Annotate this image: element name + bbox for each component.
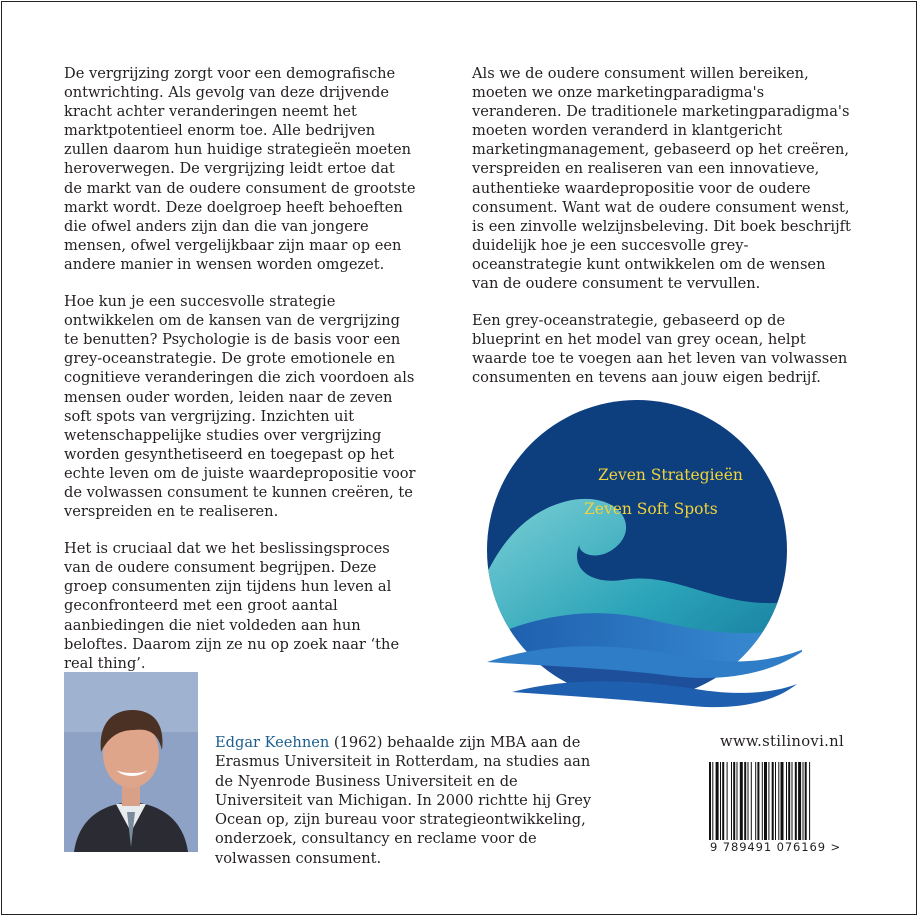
barcode-bar <box>748 762 749 840</box>
barcode-bar <box>781 762 784 840</box>
grey-ocean-logo <box>472 400 802 720</box>
barcode-bar <box>775 762 776 840</box>
barcode-bar <box>733 762 735 840</box>
barcode-bar <box>762 762 763 840</box>
left-text-column <box>64 64 416 691</box>
paragraph: Het is cruciaal dat we het beslissingsproces van de oudere consument begrijpen. Deze groep consumenten zijn tijdens hun leven al geconfronteerd met een groot aantal aanbiedingen die niet voldeden aan hun beloftes. Daarom zijn ze nu op zoek naar ‘the real thing’. <box>64 540 400 672</box>
barcode-bar <box>744 762 746 840</box>
barcode-bar <box>731 762 732 840</box>
barcode-bar <box>740 762 743 840</box>
tagline-soft-spots: Zeven Soft Spots <box>584 500 718 518</box>
barcode-bar <box>768 762 769 840</box>
barcode-bar <box>795 762 797 840</box>
barcode-bar <box>803 762 804 840</box>
barcode-bar <box>722 762 724 840</box>
barcode-bar <box>792 762 793 840</box>
paragraph: De vergrijzing zorgt voor een demografische ontwrichting. Als gevolg van deze drijvende kracht achter veranderingen neemt het marktpotentieel enorm toe. Alle bedrijven zullen daarom hun huidige strategieën moeten heroverwegen. De vergrijzing leidt ertoe dat de markt van de oudere consument de grootste markt wordt. Deze doelgroep heeft behoeften die ofwel anders zijn dan die van jongere mensen, ofwel vergelijkbaar zijn maar op een andere manier in wensen worden omgezet. <box>64 65 416 273</box>
barcode-bar <box>788 762 790 840</box>
author-name: Edgar Keehnen <box>215 734 330 751</box>
barcode-bar <box>727 762 728 840</box>
barcode-bar <box>716 762 719 840</box>
author-bio <box>215 733 605 868</box>
paragraph: Een grey-oceanstrategie, gebaseerd op de blueprint en het model van grey ocean, helpt waarde toe te voegen aan het leven van volwassen consumenten en tevens aan jouw eigen bedrijf. <box>472 312 848 387</box>
barcode-icon <box>707 762 849 842</box>
author-bio-text: (1962) behaalde zijn MBA aan de Erasmus Universiteit in Rotterdam, na studies aan de Nyenrode Business Universiteit en de Universiteit van Michigan. In 2000 richtte hij Grey Ocean op, zijn bureau voor strategieontwikkeling, onderzoek, consultancy en reclame voor de volwassen consument. <box>215 734 592 867</box>
barcode-bar <box>757 762 759 840</box>
right-text-column <box>472 64 856 406</box>
author-portrait-icon <box>64 672 198 852</box>
author-photo <box>64 672 198 852</box>
barcode-bar <box>778 762 779 840</box>
barcode-bar <box>709 762 711 840</box>
publisher-url: www.stilinovi.nl <box>720 733 844 750</box>
barcode-bar <box>786 762 787 840</box>
paragraph: Als we de oudere consument willen bereiken, moeten we onze marketingparadigma's veranderen. De traditionele marketingparadigma's moeten worden veranderd in klantgericht marketingmanagement, gebaseerd op het creëren, verspreiden en realiseren van een innovatieve, authentieke waardepropositie voor de oudere consument. Want wat de oudere consument wenst, is een zinvolle welzijnsbeleving. Dit boek beschrijft duidelijk hoe je een succesvolle grey-oceanstrategie kunt ontwikkelen om de wensen van de oudere consument te vervullen. <box>472 65 851 293</box>
barcode-bar <box>751 762 752 840</box>
paragraph: Hoe kun je een succesvolle strategie ontwikkelen om de kansen van de vergrijzing te benutten? Psychologie is de basis voor een grey-oceanstrategie. De grote emotionele en cognitieve veranderingen die zich voordoen als mensen ouder worden, leiden naar de zeven soft spots van vergrijzing. Inzichten uit wetenschappelijke studies over vergrijzing worden gesynthetiseerd en toegepast op het echte leven om de juiste waardepropositie voor de volwassen consument te kunnen creëren, te verspreiden en te realiseren. <box>64 293 416 521</box>
barcode-bar <box>764 762 767 840</box>
barcode-bar <box>772 762 774 840</box>
barcode-bar <box>809 762 810 840</box>
barcode-bar <box>798 762 801 840</box>
barcode-bar <box>805 762 807 840</box>
wave-circle-icon <box>472 400 802 720</box>
barcode-bar <box>737 762 738 840</box>
barcode-bar <box>712 762 713 840</box>
tagline-strategies: Zeven Strategieën <box>598 466 743 484</box>
isbn-number: 9 789491 076169 > <box>710 840 842 854</box>
barcode-bar <box>755 762 756 840</box>
book-back-cover <box>1 1 917 915</box>
barcode-bar <box>720 762 721 840</box>
